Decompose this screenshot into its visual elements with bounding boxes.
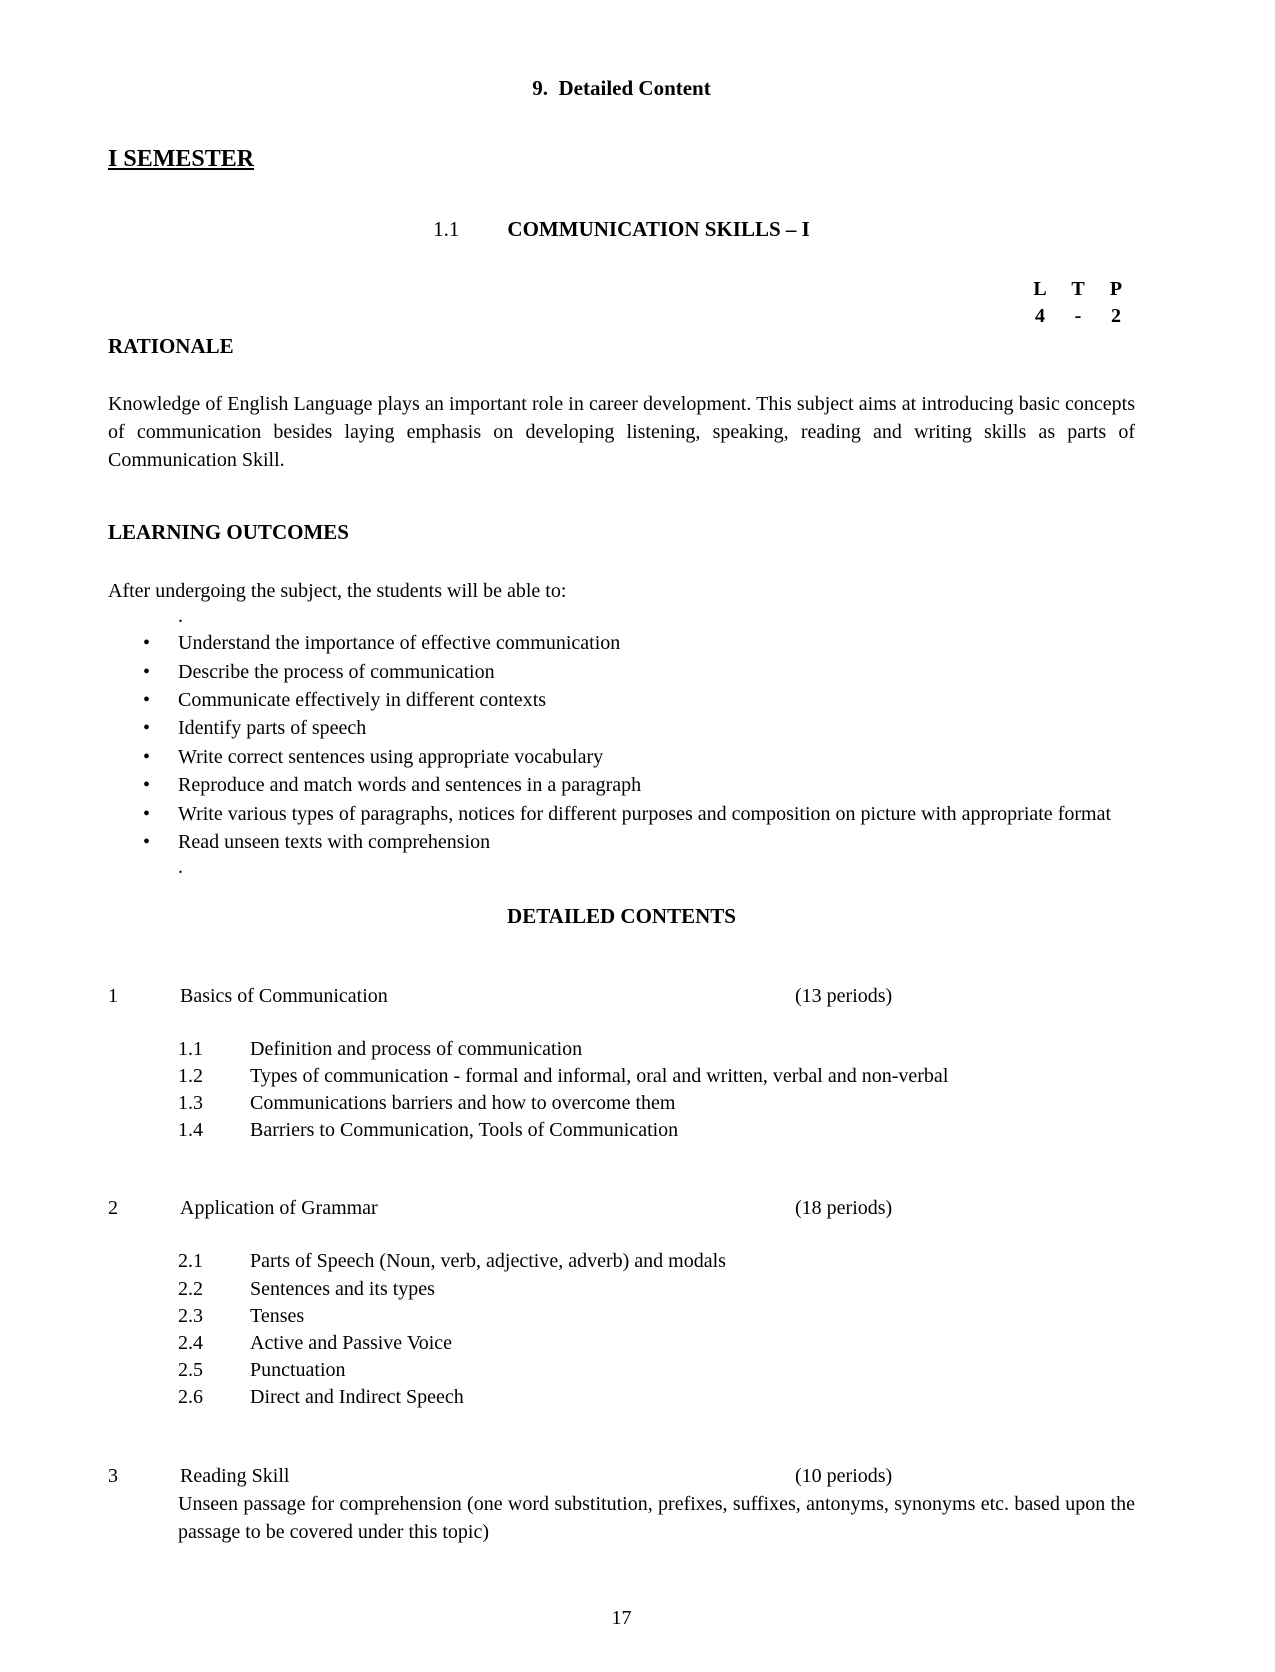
ltp-labels-row (1021, 276, 1135, 303)
subitem-number: 2.6 (178, 1386, 203, 1409)
subitem-text: Communications barriers and how to overcome them (250, 1092, 676, 1115)
section-periods: (10 periods) (795, 1464, 893, 1487)
course-number: 1.1 (433, 216, 460, 241)
ltp-value-p: 2 (1111, 305, 1121, 328)
content-section (108, 1462, 1135, 1546)
outcome-text: Read unseen texts with comprehension (178, 830, 491, 853)
section-subitem (178, 1276, 1135, 1303)
section-subitem (178, 1248, 1135, 1275)
section-title: Application of Grammar (180, 1197, 378, 1220)
outcome-text: Describe the process of communication (178, 660, 495, 683)
section-periods: (18 periods) (795, 1197, 893, 1220)
section-subitem (178, 1303, 1135, 1330)
ltp-values-row (1021, 303, 1135, 330)
outcome-item (143, 828, 1135, 856)
section-title: Basics of Communication (180, 984, 388, 1007)
subitem-text: Types of communication - formal and informal, oral and written, verbal and non-verbal (250, 1064, 949, 1087)
outcome-text: Write various types of paragraphs, notices for different purposes and composition on picture with appropriate format (178, 802, 1111, 825)
outcome-item (143, 771, 1135, 799)
outcome-item (143, 658, 1135, 686)
section-subitem (178, 1036, 1135, 1063)
ltp-label-l: L (1033, 278, 1047, 301)
subitem-text: Active and Passive Voice (250, 1331, 453, 1354)
subitem-text: Tenses (250, 1304, 305, 1327)
subitem-text: Punctuation (250, 1359, 346, 1382)
section-subitem (178, 1357, 1135, 1384)
section-title: Reading Skill (180, 1464, 290, 1487)
course-title-line (108, 215, 1135, 244)
section-items (178, 1248, 1135, 1411)
subitem-number: 2.2 (178, 1277, 203, 1300)
stray-dot-top: . (178, 605, 183, 628)
page-number: 17 (611, 1606, 632, 1629)
rationale-paragraph: Knowledge of English Language plays an important role in career development. This subject aims at introducing basic concepts of communication besides laying emphasis on developing listening, speaking, reading and writing skills as parts of Communication Skill. (108, 392, 1135, 471)
learning-outcomes-list (108, 629, 1135, 856)
document-heading: 9. Detailed Content (532, 76, 711, 100)
subitem-text: Definition and process of communication (250, 1037, 583, 1060)
learning-outcomes-intro: After undergoing the subject, the students will be able to: (108, 580, 567, 603)
section-subitem (178, 1330, 1135, 1357)
subitem-number: 1.1 (178, 1037, 203, 1060)
outcome-item (143, 714, 1135, 742)
content-section (108, 982, 1135, 1145)
rationale-heading: RATIONALE (108, 334, 234, 359)
section-number: 3 (108, 1464, 118, 1487)
bullet-icon (143, 828, 178, 856)
outcome-item (143, 743, 1135, 771)
subitem-number: 1.3 (178, 1092, 203, 1115)
outcome-text: Understand the importance of effective communication (178, 632, 621, 655)
ltp-value-l: 4 (1035, 305, 1045, 328)
outcome-item (143, 629, 1135, 657)
subitem-text: Sentences and its types (250, 1277, 435, 1300)
section-header (108, 982, 1135, 1010)
subitem-text: Parts of Speech (Noun, verb, adjective, adverb) and modals (250, 1250, 726, 1273)
bullet-icon (143, 714, 178, 742)
subitem-number: 2.3 (178, 1304, 203, 1327)
section-items (178, 1036, 1135, 1145)
ltp-block (108, 276, 1135, 330)
course-title: COMMUNICATION SKILLS – I (507, 216, 810, 241)
bullet-icon (143, 658, 178, 686)
subitem-number: 2.1 (178, 1250, 203, 1273)
section-periods: (13 periods) (795, 984, 893, 1007)
ltp-label-p: P (1109, 278, 1123, 301)
bullet-icon (143, 771, 178, 799)
semester-heading: I SEMESTER (108, 146, 255, 173)
subitem-text: Direct and Indirect Speech (250, 1386, 464, 1409)
subitem-number: 2.5 (178, 1359, 203, 1382)
subitem-number: 2.4 (178, 1331, 203, 1354)
section-header (108, 1462, 1135, 1490)
subitem-text: Barriers to Communication, Tools of Communication (250, 1119, 679, 1142)
outcome-text: Reproduce and match words and sentences in a paragraph (178, 774, 642, 797)
learning-outcomes-heading: LEARNING OUTCOMES (108, 519, 349, 544)
ltp-value-t: - (1074, 305, 1082, 328)
section-subitem (178, 1090, 1135, 1117)
bullet-icon (143, 686, 178, 714)
subitem-number: 1.2 (178, 1064, 203, 1087)
section-subitem (178, 1384, 1135, 1411)
section-number: 2 (108, 1197, 118, 1220)
content-section (108, 1194, 1135, 1411)
detailed-contents-heading: DETAILED CONTENTS (507, 904, 736, 929)
outcome-item (143, 800, 1135, 828)
section-number: 1 (108, 984, 118, 1007)
ltp-label-t: T (1071, 278, 1085, 301)
outcome-text: Write correct sentences using appropriate vocabulary (178, 745, 604, 768)
subitem-number: 1.4 (178, 1119, 203, 1142)
stray-dot-bottom: . (178, 856, 183, 879)
section-note: Unseen passage for comprehension (one word substitution, prefixes, suffixes, antonyms, synonyms etc. based upon the passage to be covered under this topic) (178, 1492, 1135, 1543)
section-header (108, 1194, 1135, 1222)
bullet-icon (143, 800, 178, 828)
section-subitem (178, 1117, 1135, 1144)
section-subitem (178, 1063, 1135, 1090)
outcome-text: Identify parts of speech (178, 717, 367, 740)
bullet-icon (143, 743, 178, 771)
outcome-text: Communicate effectively in different contexts (178, 688, 547, 711)
outcome-item (143, 686, 1135, 714)
bullet-icon (143, 629, 178, 657)
